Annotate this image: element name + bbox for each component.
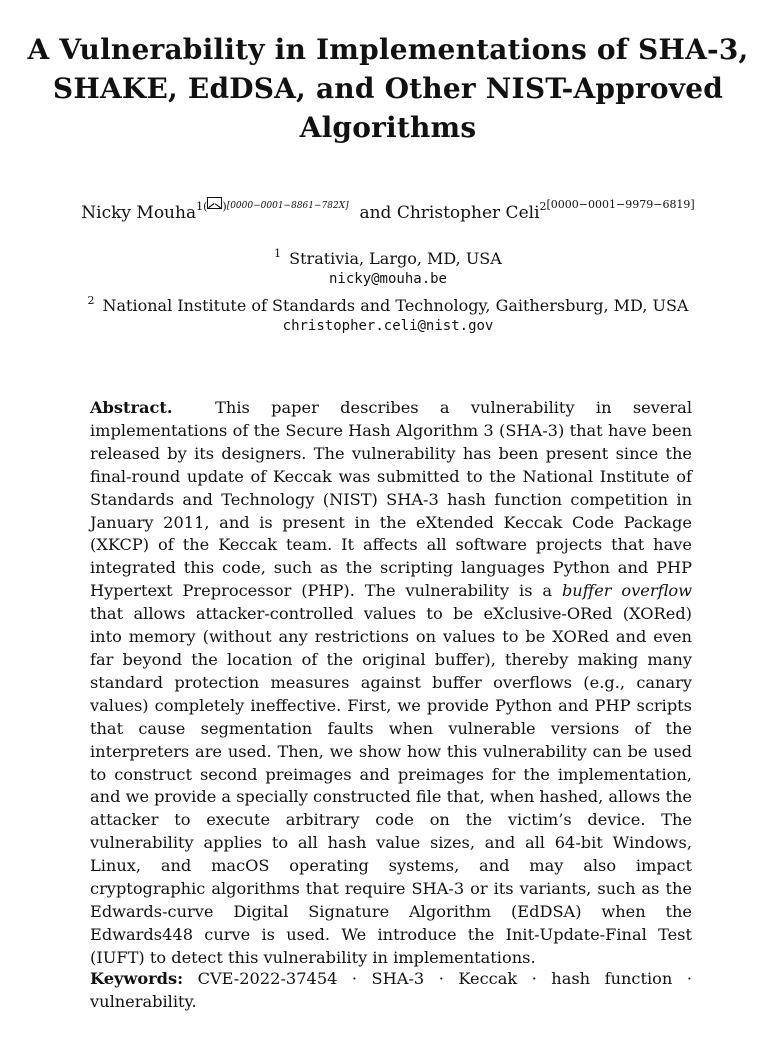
affiliation-2-number: 2	[87, 294, 95, 307]
affiliation-1-email-row	[0, 267, 776, 290]
affiliation-2-email-row	[0, 314, 776, 337]
author-1-orcid: [0000−0001−8861−782X]	[226, 201, 349, 211]
affiliation-1-org: Strativia, Largo, MD, USA	[289, 249, 502, 268]
abstract-emphasis: buffer overflow	[561, 581, 692, 601]
affiliation-2-org: National Institute of Standards and Technology, Gaithersburg, MD, USA	[102, 296, 689, 315]
title-line-3: Algorithms	[299, 111, 477, 144]
title-line-1: A Vulnerability in Implementations of SHA-3,	[27, 33, 749, 66]
keywords-label: Keywords:	[90, 969, 184, 988]
affiliation-1-email[interactable]: nicky@mouha.be	[328, 271, 447, 287]
author-2-name: Christopher Celi	[396, 203, 540, 223]
title-line-2: SHAKE, EdDSA, and Other NIST-Approved	[52, 72, 724, 105]
keywords	[90, 968, 692, 1014]
envelope-icon	[207, 197, 222, 209]
affiliation-1	[0, 243, 776, 270]
author-1-affil-mark: 1( )	[196, 200, 227, 213]
abstract-paragraph	[90, 397, 692, 970]
author-1-name: Nicky Mouha	[81, 203, 197, 223]
keywords-text: CVE-2022-37454 · SHA-3 · Keccak · hash function · vulnerability.	[90, 969, 692, 1011]
author-list	[0, 194, 776, 224]
affiliation-1-number: 1	[274, 247, 282, 260]
abstract-text-after: that allows attacker-controlled values to be eXclusive-ORed (XORed) into memory (without any restrictions on values to be XORed and even far beyond the location of the original buffer), thereby making many standard protection measures against buffer overflows (e.g., canary values) completely ineffective. First, we provide Python and PHP scripts that cause segmentation faults when vulnerable versions of the interpreters are used. Then, we show how this vulnerability can be used to construct second preimages and preimages for the implementation, and we provide a specially constructed file that, when hashed, allows the attacker to execute arbitrary code on the victim’s device. The vulnerability applies to all hash value sizes, and all 64-bit Windows, Linux, and macOS operating systems, and may also impact cryptographic algorithms that require SHA-3 or its variants, such as the Edwards-curve Digital Signature Algorithm (EdDSA) when the Edwards448 curve is used. We introduce the Init-Update-Final Test (IUFT) to detect this vulnerability in implementations.	[90, 604, 692, 967]
affiliation-2	[0, 290, 776, 317]
abstract-label: Abstract.	[90, 398, 173, 417]
paper-title	[20, 30, 756, 147]
author-2-orcid: [0000−0001−9979−6819]	[546, 198, 695, 211]
author-2-affil-mark: 2	[539, 200, 547, 213]
abstract-text-before: This paper describes a vulnerability in several implementations of the Secure Hash Algorithm 3 (SHA-3) that have been released by its designers. The vulnerability has been present since the final-round update of Keccak was submitted to the National Institute of Standards and Technology (NIST) SHA-3 hash function competition in January 2011, and is present in the eXtended Keccak Code Package (XKCP) of the Keccak team. It affects all software projects that have integrated this code, such as the scripting languages Python and PHP Hypertext Preprocessor (PHP). The vulnerability is a	[90, 398, 692, 601]
author-conjunction: and	[359, 203, 392, 223]
affiliation-2-email[interactable]: christopher.celi@nist.gov	[282, 318, 494, 334]
abstract	[90, 397, 692, 970]
